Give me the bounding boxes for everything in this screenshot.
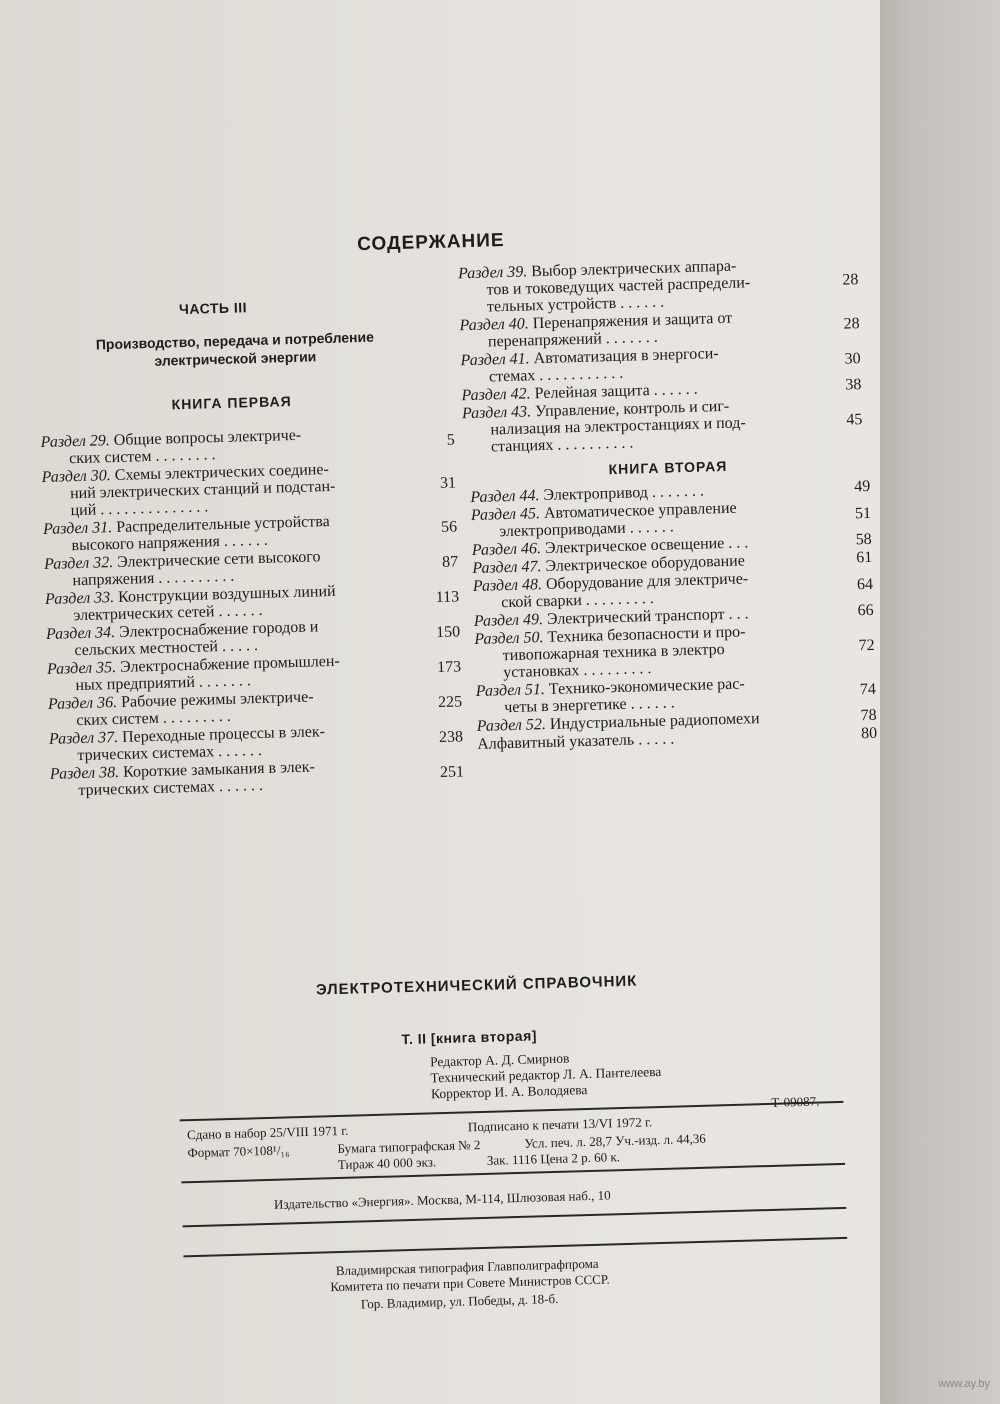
section-number: Раздел 43. bbox=[461, 403, 532, 423]
credit-tech-editor: Технический редактор Л. А. Пантелеева bbox=[430, 1063, 662, 1086]
page-number: 45 bbox=[846, 411, 863, 429]
section-number: Раздел 29. bbox=[40, 432, 111, 452]
printer-line-2: Комитета по печати при Совете Министров СССР. bbox=[330, 1271, 610, 1295]
section-title-text: Перенапряжения и защита от bbox=[532, 309, 733, 333]
page-number: 30 bbox=[844, 349, 861, 368]
section-title-text: перенапряжений . . . . . . . bbox=[487, 328, 658, 351]
imprint-volume: Т. II [книга вторая] bbox=[401, 1027, 538, 1048]
section-title-text: Электроснабжение городов и bbox=[118, 618, 319, 641]
section-title-text: трических системах . . . . . . bbox=[77, 741, 263, 765]
page-number: 87 bbox=[441, 552, 459, 571]
page-number: 49 bbox=[853, 477, 871, 496]
part-subtitle-line-2: электрической энергии bbox=[154, 348, 317, 369]
print-paper: Бумага типографская № 2 bbox=[337, 1137, 481, 1157]
section-title-text: ций . . . . . . . . . . . . . . bbox=[70, 498, 209, 520]
section-title-text: Автоматизация в энергоси- bbox=[533, 345, 719, 368]
page-number: 78 bbox=[860, 706, 877, 725]
section-number: Раздел 32. bbox=[43, 554, 114, 573]
publisher: Издательство «Энергия». Москва, М-114, Шлюзовая наб., 10 bbox=[273, 1187, 611, 1212]
page-number: 225 bbox=[437, 692, 463, 711]
section-number: Раздел 50. bbox=[474, 629, 544, 649]
page-number: 5 bbox=[446, 430, 455, 449]
part-subtitle bbox=[70, 327, 401, 372]
section-title-text: Электрический транспорт . . . bbox=[546, 605, 749, 628]
page-number: 80 bbox=[860, 724, 878, 743]
section-title-text: Схемы электрических соедине- bbox=[114, 461, 330, 484]
section-title-text: Технико-экономические рас- bbox=[548, 675, 745, 698]
section-number: Раздел 49. bbox=[473, 611, 544, 631]
printer-line-3: Гор. Владимир, ул. Победы, д. 18-б. bbox=[360, 1290, 559, 1312]
section-title-text: Распределительные устройства bbox=[115, 513, 330, 536]
section-number: Раздел 36. bbox=[47, 694, 118, 713]
imprint-title: ЭЛЕКТРОТЕХНИЧЕСКИЙ СПРАВОЧНИК bbox=[315, 972, 638, 999]
section-title-text: трических системах . . . . . . bbox=[78, 776, 264, 800]
page-number: 66 bbox=[857, 601, 874, 620]
toc-entry bbox=[462, 394, 863, 456]
section-number: Раздел 31. bbox=[42, 519, 113, 539]
page-number: 28 bbox=[842, 271, 859, 289]
section-title-text: тивопожарная техника в электро bbox=[502, 641, 725, 665]
printer-line-1: Владимирская типография Главполиграфпрома bbox=[335, 1255, 599, 1279]
section-title-text: Электроснабжение промышлен- bbox=[119, 652, 340, 676]
print-sheets: Усл. печ. л. 28,7 Уч.-изд. л. 44,36 bbox=[524, 1130, 706, 1151]
print-order: Зак. 1116 Цена 2 р. 60 к. bbox=[486, 1149, 621, 1168]
credits bbox=[430, 1048, 662, 1102]
section-number: Раздел 35. bbox=[46, 659, 117, 678]
toc-right-top bbox=[458, 254, 863, 457]
page-number: 56 bbox=[440, 517, 458, 536]
section-number: Раздел 30. bbox=[41, 467, 112, 487]
section-number: Раздел 41. bbox=[460, 350, 530, 370]
section-title-text: Выбор электрических аппара- bbox=[531, 257, 737, 281]
section-number: Раздел 48. bbox=[472, 576, 543, 596]
page-number: 150 bbox=[435, 622, 461, 641]
page-number: 31 bbox=[439, 474, 457, 492]
section-title-text: ний электрических станций и подстан- bbox=[69, 477, 336, 503]
section-title-text: электрических сетей . . . . . . bbox=[73, 601, 263, 625]
toc-left bbox=[40, 423, 465, 801]
part-subtitle-line-1: Производство, передача и потребление bbox=[95, 328, 375, 353]
section-title-text: Оборудование для электриче- bbox=[545, 570, 749, 593]
section-number: Раздел 51. bbox=[475, 681, 546, 700]
toc-right-bottom bbox=[470, 478, 877, 754]
section-title-text: Индустриальные радиопомехи bbox=[549, 710, 760, 733]
section-title-text: Алфавитный указатель . . . . . bbox=[477, 730, 675, 753]
section-title-text: ных предприятий . . . . . . . bbox=[75, 672, 252, 695]
print-sent: Сдано в набор 25/VIII 1971 г. bbox=[186, 1122, 349, 1143]
page-number: 61 bbox=[855, 548, 873, 567]
section-title-text: ских систем . . . . . . . . bbox=[68, 446, 216, 468]
section-title-text: Техника безопасности и про- bbox=[547, 623, 746, 646]
section-title-text: Общие вопросы электриче- bbox=[113, 426, 302, 450]
section-title-text: Короткие замыкания в элек- bbox=[122, 758, 316, 781]
section-number: Раздел 39. bbox=[457, 263, 528, 283]
page-number: 74 bbox=[859, 680, 877, 698]
credit-corrector: Корректор И. А. Володяева bbox=[430, 1082, 588, 1102]
section-title-text: сельских местностей . . . . . bbox=[74, 637, 259, 660]
page-number: 28 bbox=[843, 314, 860, 333]
section-title-text: Электропривод . . . . . . . bbox=[543, 482, 705, 505]
section-title-text: электроприводами . . . . . . bbox=[499, 518, 674, 541]
section-number: Раздел 33. bbox=[44, 589, 115, 608]
page-number: 58 bbox=[855, 530, 872, 549]
section-title-text: Переходные процессы в элек- bbox=[121, 723, 326, 746]
section-title-text: Релейная защита . . . . . . bbox=[534, 380, 698, 403]
section-number: Раздел 40. bbox=[459, 315, 529, 335]
divider-line bbox=[183, 1237, 847, 1258]
page-edge-shadow bbox=[880, 0, 1000, 1404]
section-title-text: Электрическое освещение . . . bbox=[544, 534, 749, 558]
page-number: 251 bbox=[439, 762, 465, 781]
section-number: Раздел 47. bbox=[472, 558, 542, 578]
print-format: Формат 70×108¹/₁₆ bbox=[187, 1142, 290, 1161]
print-signed: Подписано к печати 13/VI 1972 г. bbox=[467, 1114, 653, 1135]
page-number: 38 bbox=[845, 376, 862, 394]
page-number: 64 bbox=[856, 575, 874, 593]
section-title-text: Электрическое оборудование bbox=[545, 552, 746, 575]
section-title-text: высокого напряжения . . . . . . bbox=[71, 531, 269, 555]
section-title-text: Управление, контроль и сиг- bbox=[534, 397, 730, 421]
watermark: www.ay.by bbox=[938, 1378, 990, 1390]
print-code: Т-09087. bbox=[771, 1093, 820, 1110]
section-number: Раздел 34. bbox=[45, 624, 116, 643]
part-heading: ЧАСТЬ III bbox=[178, 299, 248, 318]
page-number: 173 bbox=[436, 657, 462, 676]
section-title-text: тов и токоведущих частей распредели- bbox=[486, 274, 751, 299]
section-title-text: установках . . . . . . . . . bbox=[503, 660, 652, 682]
section-number: Раздел 46. bbox=[471, 540, 542, 560]
section-title-text: Автоматическое управление bbox=[543, 499, 737, 523]
section-title-text: четы в энергетике . . . . . . bbox=[504, 694, 675, 717]
section-number: Раздел 45. bbox=[470, 505, 541, 525]
contents-heading: СОДЕРЖАНИЕ bbox=[356, 230, 505, 256]
section-title-text: Рабочие режимы электриче- bbox=[120, 688, 314, 711]
section-title-text: напряжения . . . . . . . . . . bbox=[72, 567, 235, 590]
book-one-heading: КНИГА ПЕРВАЯ bbox=[171, 393, 292, 413]
print-run: Тираж 40 000 экз. bbox=[337, 1154, 437, 1173]
section-title-text: Электрические сети высокого bbox=[116, 548, 321, 571]
section-number: Раздел 44. bbox=[470, 487, 540, 507]
page-number: 51 bbox=[854, 504, 872, 522]
page-number: 72 bbox=[858, 636, 875, 655]
page-number: 113 bbox=[435, 587, 460, 606]
section-title-text: станциях . . . . . . . . . . bbox=[490, 434, 634, 456]
section-title-text: нализация на электростанциях и под- bbox=[490, 414, 746, 439]
page-number: 238 bbox=[438, 727, 464, 746]
credit-editor: Редактор А. Д. Смирнов bbox=[429, 1050, 570, 1070]
section-title-text: ских систем . . . . . . . . . bbox=[76, 707, 232, 730]
section-title-text: тельных устройств . . . . . . bbox=[486, 293, 665, 316]
section-number: Раздел 52. bbox=[476, 716, 547, 735]
section-title-text: ской сварки . . . . . . . . . bbox=[501, 589, 655, 612]
section-title-text: Конструкции воздушных линий bbox=[117, 582, 336, 606]
section-number: Раздел 38. bbox=[49, 763, 120, 783]
section-number: Раздел 37. bbox=[48, 729, 119, 748]
section-number: Раздел 42. bbox=[461, 385, 531, 405]
book-two-heading: КНИГА ВТОРАЯ bbox=[608, 457, 728, 478]
section-title-text: стемах . . . . . . . . . . . bbox=[488, 364, 624, 386]
